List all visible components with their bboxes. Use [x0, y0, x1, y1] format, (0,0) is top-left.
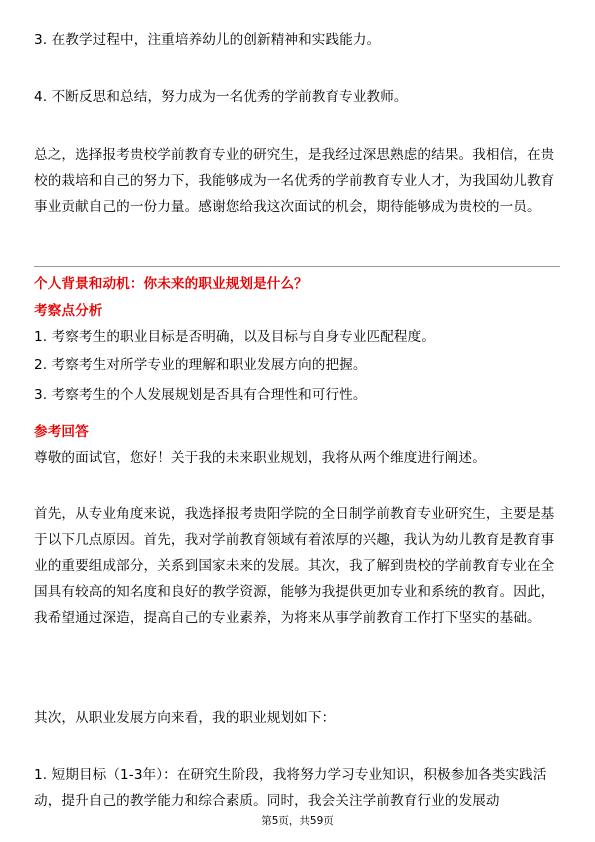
analysis-heading: 考察点分析 [34, 303, 103, 319]
analysis-point-2: 2. 考察考生对所学专业的理解和职业发展方向的把握。 [34, 357, 367, 373]
conclusion-paragraph: 总之，选择报考贵校学前教育专业的研究生，是我经过深思熟虑的结果。我相信，在贵校的栽培和自己的努力下，我能够成为一名优秀的学前教育专业人才，为我国幼儿教育事业贡献自己的一份力量。感谢您给我这次面试的机会，期待能够成为贵校的一员。 [34, 147, 555, 215]
answer-paragraph-1: 首先，从专业角度来说，我选择报考贵阳学院的全日制学前教育专业研究生，主要是基于以下几点原因。首先，我对学前教育领域有着浓厚的兴趣，我认为幼儿教育是教育事业的重要组成部分，关系到国家未来的发展。其次，我了解到贵校的学前教育专业在全国具有较高的知名度和良好的教学资源，能够为我提供更加专业和系统的教育。因此，我希望通过深造，提高自己的专业素养，为将来从事学前教育工作打下坚实的基础。 [34, 506, 555, 626]
answer-paragraph-3: 1. 短期目标（1-3年）：在研究生阶段，我将努力学习专业知识，积极参加各类实践活动，提升自己的教学能力和综合素质。同时，我会关注学前教育行业的发展动 [34, 767, 547, 809]
analysis-point-3: 3. 考察考生的个人发展规划是否具有合理性和可行性。 [34, 387, 367, 403]
answer-heading: 参考回答 [34, 424, 89, 440]
analysis-point-1: 1. 考察考生的职业目标是否明确，以及目标与自身专业匹配程度。 [34, 329, 436, 345]
list-item-4: 4. 不断反思和总结，努力成为一名优秀的学前教育专业教师。 [34, 89, 408, 105]
page-number: 第5页，共59页 [261, 815, 334, 827]
answer-greeting: 尊敬的面试官，您好！关于我的未来职业规划，我将从两个维度进行阐述。 [34, 450, 486, 466]
question-title: 个人背景和动机：你未来的职业规划是什么？ [34, 276, 308, 292]
section-divider [34, 266, 560, 267]
answer-paragraph-2: 其次，从职业发展方向来看，我的职业规划如下： [34, 710, 336, 726]
list-item-3: 3. 在教学过程中，注重培养幼儿的创新精神和实践能力。 [34, 32, 381, 48]
